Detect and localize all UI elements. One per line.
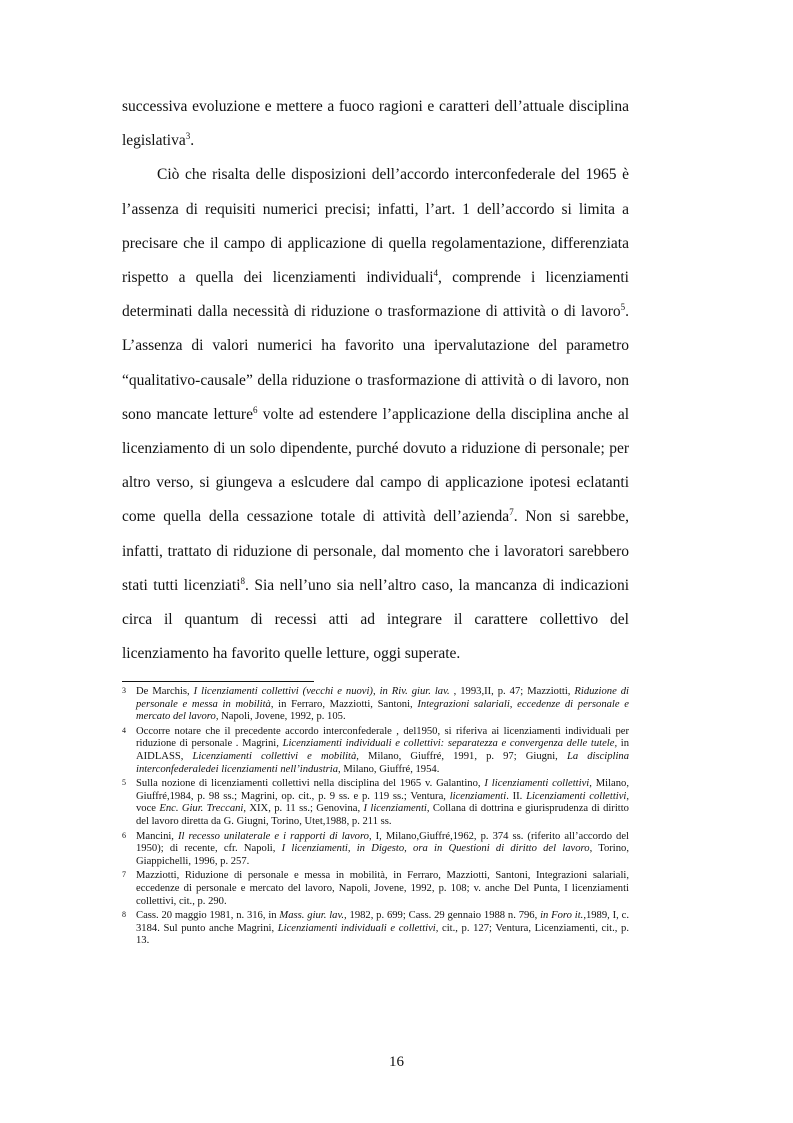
footnote-text	[136, 686, 629, 722]
text-run: , Milano, Giuffré, 1954.	[338, 763, 440, 775]
italic-text: Mass. giur. lav.,	[279, 910, 347, 922]
footnote	[122, 778, 629, 828]
text-run: , XIX, p. 11 ss.; Genovina,	[243, 803, 364, 815]
italic-text: Licenziamenti individuali e collettivi: separatezza e convergenza delle tutele,	[282, 738, 618, 750]
text-run: , in Ferraro, Mazziotti, Santoni,	[270, 698, 418, 710]
footnote-text	[136, 910, 629, 946]
footnote-text	[136, 778, 629, 827]
text-run: Napoli, Jovene, 1992, p. 105.	[218, 711, 346, 723]
italic-text: Il recesso unilaterale e i rapporti di lavoro	[177, 830, 369, 842]
footnote-number: 8	[122, 910, 126, 920]
text-run: , voce	[136, 790, 630, 815]
text-run: . Non si sarebbe, infatti, trattato di riduzione di personale, dal momento che i lavoratori sarebbero stati tutti licenziati	[122, 508, 629, 594]
footnote-number: 6	[122, 830, 126, 840]
page-number: 16	[389, 1054, 404, 1070]
italic-text: I licenziamenti collettivi	[484, 778, 590, 790]
footnote-text	[136, 870, 629, 906]
italic-text: Licenziamenti individuali e collettivi,	[277, 922, 439, 934]
footnote-ref: 4	[433, 268, 439, 279]
text-run: . Sia nell’uno sia nell’altro caso, la mancanza di indicazioni circa il quantum di recessi atti ad integrare il carattere collettivo del licenziamento ha favorito quelle letture, oggi superate.	[122, 576, 629, 663]
italic-text: Licenziamenti collettivi	[526, 790, 627, 802]
text-run: Occorre notare che il precedente accordo interconfederale , del1950, si riferiva ai licenziamenti individuali per riduzione di personale . Magrini,	[136, 725, 629, 750]
footnote	[122, 870, 629, 908]
text-run: , I, Milano,Giuffré,1962, p. 374 ss. (riferito all’accordo del 1950); di recente, cfr. Napoli,	[136, 830, 629, 855]
text-run: , comprende i licenziamenti determinati dalla necessità di riduzione o trasformazione di attività o di lavoro	[122, 269, 629, 321]
italic-text: Integrazioni salariali, eccedenze di personale e mercato del lavoro,	[136, 698, 629, 723]
footnote-text	[136, 726, 629, 775]
footnote-separator	[122, 681, 314, 682]
italic-text: Riduzione di personale e messa in mobilità	[136, 686, 630, 710]
italic-text: La disciplina interconfederaledei licenziamenti nell’industria	[136, 750, 630, 775]
italic-text: in Foro it.	[540, 910, 584, 922]
footnote-number: 3	[122, 686, 126, 695]
footnote-ref: 7	[509, 507, 514, 518]
text-run: Ciò che risalta delle disposizioni dell’accordo interconfederale del 1965 è l’assenza di requisiti numerici precisi; infatti, l’art. 1 dell’accordo si limita a precisare che il campo di applicazione di quella regolamentazione, differenziata rispetto a quella dei licenziamenti individuali	[122, 166, 629, 287]
text-run: cit., p. 127; Ventura, Licenziamenti, cit., p. 13.	[136, 922, 629, 947]
text-run: De Marchis,	[136, 686, 194, 697]
footnote-number: 5	[122, 778, 126, 788]
footnotes	[122, 686, 629, 950]
footnote-number: 4	[122, 725, 126, 735]
text-run: . L’assenza di valori numerici ha favorito una ipervalutazione del parametro “qualitativo-causale” della riduzione o trasformazione di attività o di lavoro, non sono mancate letture	[122, 303, 629, 423]
text-run: Mancini,	[136, 830, 178, 842]
text-run: successiva evoluzione e mettere a fuoco ragioni e caratteri dell’attuale disciplina legislativa	[122, 98, 629, 150]
text-run: 1982, p. 699; Cass. 29 gennaio 1988 n. 796,	[346, 910, 541, 922]
footnote	[122, 831, 629, 869]
italic-text: I licenziamenti	[363, 803, 427, 815]
text-run: Mazziotti, Riduzione di personale e messa in mobilità, in Ferraro, Mazziotti, Santoni, Integrazioni salariali, eccedenze di personale e mercato del lavoro, Napoli, Jovene, 1992, p. 108; v. anche Del Punta, I licenziamenti collettivi, cit., p. 290.	[136, 870, 629, 907]
text-run: Sulla nozione di licenziamenti collettivi nella disciplina del 1965 v. Galantino,	[136, 778, 485, 790]
text-run: ,1989, I, c. 3184. Sul punto anche Magrini,	[136, 910, 629, 934]
text-run: , Torino, Giappichelli, 1996, p. 257.	[136, 843, 629, 867]
body-text	[122, 90, 629, 671]
footnote-ref: 6	[252, 404, 258, 415]
text-run: in AIDLASS,	[136, 738, 629, 762]
text-run: , 1993,II, p. 47; Mazziotti,	[449, 686, 575, 697]
footnote-text	[136, 831, 629, 867]
text-run: .	[190, 132, 195, 150]
body-paragraph	[122, 158, 629, 671]
footnote	[122, 726, 629, 776]
italic-text: licenziamenti	[449, 790, 507, 802]
text-run: , Milano, Giuffré,1984, p. 98 ss.; Magrini, op. cit., p. 9 ss. e p. 119 ss.; Ventura,	[136, 778, 629, 802]
italic-text: Licenziamenti collettivi e mobilità,	[192, 750, 359, 762]
footnote	[122, 686, 629, 724]
italic-text: I licenziamenti, in Digesto, ora in Questioni di diritto del lavoro	[281, 843, 590, 855]
text-run: Cass. 20 maggio 1981, n. 316, in	[136, 910, 280, 922]
footnote-ref: 5	[620, 302, 626, 313]
italic-text: Enc. Giur. Treccani	[159, 803, 244, 815]
text-run: , Collana di dottrina e giurisprudenza di diritto del lavoro diretta da G. Giugni, Torino, Utet,1988, p. 211 ss.	[136, 803, 629, 827]
body-paragraph	[122, 90, 629, 158]
text-run: Milano, Giuffré, 1991, p. 97; Giugni,	[358, 750, 567, 762]
footnote-number: 7	[122, 870, 126, 880]
footnote-ref: 8	[240, 575, 246, 586]
text-run: . II.	[506, 790, 527, 802]
footnote-ref: 3	[185, 131, 191, 142]
footnote	[122, 910, 629, 948]
italic-text: I licenziamenti collettivi (vecchi e nuovi), in Riv. giur. lav.	[193, 686, 450, 697]
text-run: volte ad estendere l’applicazione della disciplina anche al licenziamento di un solo dipendente, purché dovuto a riduzione di personale; per altro verso, si giungeva a eslcudere dal campo di applicazione ipotesi eclatanti come quella della cessazione totale di attività dell’azienda	[122, 405, 629, 526]
